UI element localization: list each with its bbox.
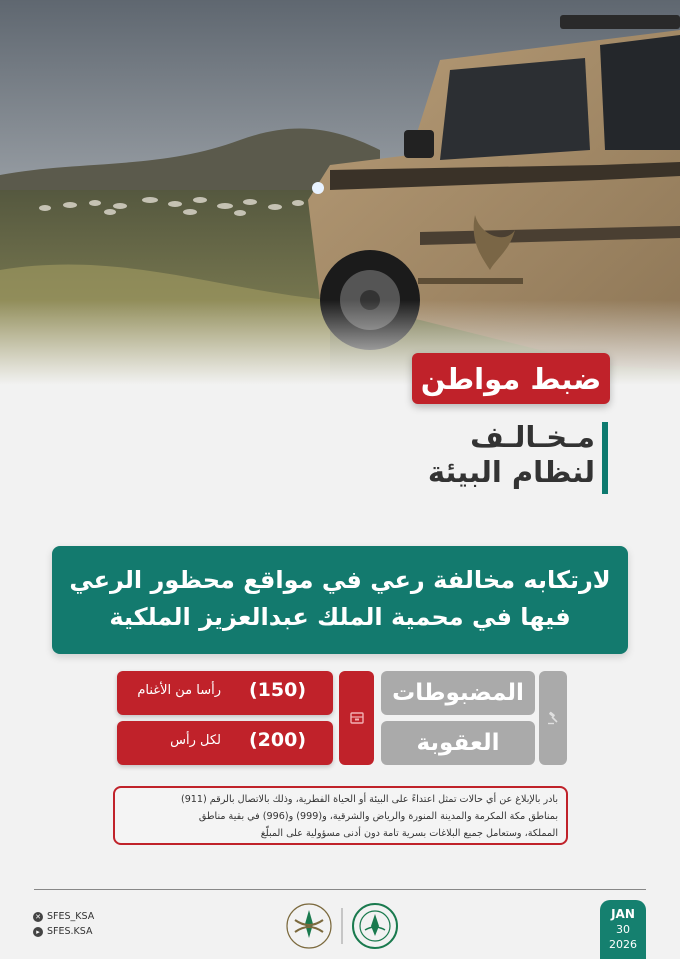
seized-text: رأسا من الأغنام <box>137 683 221 698</box>
report-notice <box>113 786 568 845</box>
social-x-handle: SFES_KSA <box>47 911 95 922</box>
title-line-1: مـخـالـف <box>470 420 595 454</box>
notice-line-3: المملكة، وستعامل جميع البلاغات بسرية تامة دون أدنى مسؤولية على المبلّغ <box>260 828 558 839</box>
social-icon: ▸ <box>33 927 43 937</box>
notice-line-2: بمناطق مكة المكرمة والمدينة المنورة والرياض والشرقية، و(999) و(996) في بقية مناطق <box>198 811 558 822</box>
date-day: 30 <box>616 923 630 936</box>
box-icon <box>349 710 365 726</box>
footer-logos <box>283 900 401 952</box>
date-year: 2026 <box>609 938 637 951</box>
box-icon-cell <box>339 671 374 765</box>
page-title <box>380 420 595 494</box>
title-accent-bar <box>602 422 608 494</box>
penalty-value-cell <box>117 721 333 765</box>
penalty-label: العقوبة <box>381 721 535 765</box>
penalty-value: (200) <box>249 729 307 751</box>
social-other-link[interactable] <box>33 926 92 937</box>
gavel-icon <box>546 711 560 725</box>
seized-label: المضبوطات <box>381 671 535 715</box>
seized-value-cell <box>117 671 333 715</box>
penalty-text: لكل رأس <box>170 733 221 748</box>
title-line-2: لنظام البيئة <box>427 455 595 489</box>
headline-badge: ضبط مواطن <box>412 353 610 404</box>
date-month: JAN <box>611 907 635 921</box>
hero-photo <box>0 0 680 385</box>
banner-line-1: لارتكابه مخالفة رعي في مواقع محظور الرعي <box>69 566 611 594</box>
gavel-icon-cell <box>539 671 567 765</box>
banner-line-2: فيها في محمية الملك عبدالعزيز الملكية <box>109 603 571 631</box>
notice-line-1: بادر بالإبلاغ عن أي حالات تمثل اعتداءً على البيئة أو الحياة الفطرية، وذلك بالاتصال بالرقم (911) <box>180 794 558 805</box>
social-other-handle: SFES.KSA <box>47 926 93 937</box>
x-icon: ✕ <box>33 912 43 922</box>
social-x-link[interactable] <box>33 911 94 922</box>
violation-banner <box>52 546 628 654</box>
ministry-logo-icon <box>353 904 397 948</box>
saudi-emblem-icon <box>287 904 331 948</box>
seized-value: (150) <box>249 679 307 701</box>
date-badge <box>600 900 646 959</box>
footer-divider <box>34 889 646 890</box>
